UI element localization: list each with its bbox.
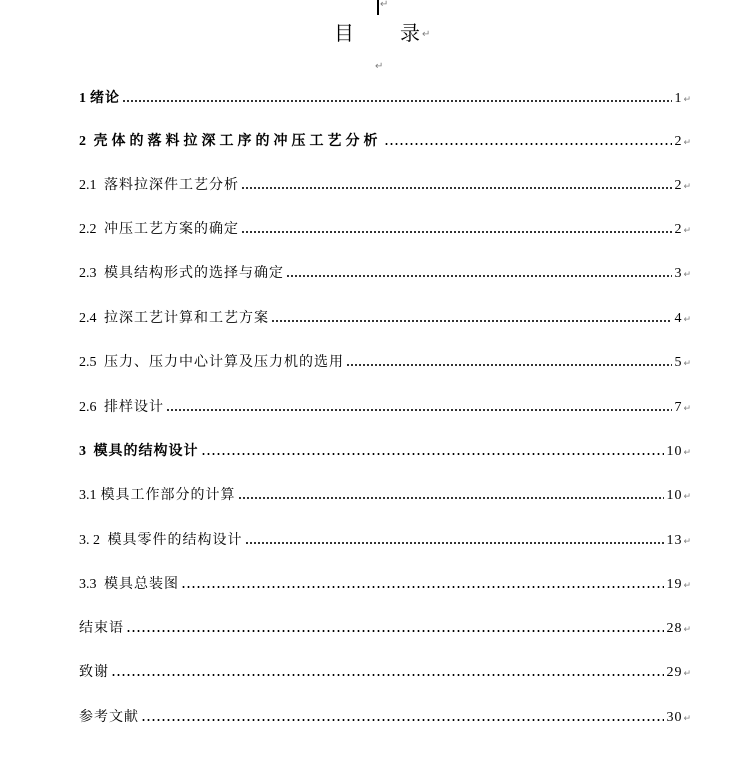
toc-entry[interactable] [79, 307, 691, 329]
toc-dot-leader [384, 134, 673, 148]
toc-entry-number: 2.4 [79, 311, 100, 326]
paragraph-mark: ↵ [380, 0, 389, 10]
toc-entry-label: 冲压工艺方案的确定 [104, 221, 239, 237]
toc-entry-number: 3.1 [79, 488, 97, 503]
toc-entry-page-number: 28 [666, 621, 683, 636]
toc-entry[interactable] [79, 661, 691, 683]
toc-entry-label: 致谢 [79, 664, 109, 680]
toc-entry-page-number: 4 [674, 311, 683, 326]
paragraph-mark: ↵ [683, 270, 691, 280]
toc-dot-leader [201, 444, 665, 458]
toc-entry[interactable] [79, 396, 691, 418]
toc-entry-label: 拉深工艺计算和工艺方案 [104, 310, 269, 326]
toc-dot-leader [245, 533, 665, 547]
toc-entry-number: 2.2 [79, 222, 100, 237]
toc-entry-page-number: 19 [666, 577, 683, 592]
toc-entry-number: 2.5 [79, 355, 100, 370]
toc-entry[interactable] [79, 440, 691, 462]
toc-dot-leader [111, 665, 664, 679]
toc-dot-leader [286, 266, 672, 280]
paragraph-mark: ↵ [683, 669, 691, 679]
toc-title [0, 19, 730, 49]
paragraph-mark: ↵ [683, 359, 691, 369]
toc-entry[interactable] [79, 484, 691, 506]
toc-entry-label: 模具工作部分的计算 [100, 487, 236, 503]
toc-entry-number: 3 [79, 444, 90, 459]
paragraph-mark: ↵ [683, 404, 691, 414]
toc-dot-leader [241, 178, 672, 192]
toc-entry[interactable] [79, 174, 691, 196]
toc-entry-number: 3.3 [79, 577, 100, 592]
toc-entry[interactable] [79, 130, 691, 152]
toc-entry-label: 模具结构形式的选择与确定 [104, 265, 284, 281]
toc-dot-leader [181, 577, 664, 591]
toc-entry-label: 模具零件的结构设计 [107, 532, 243, 548]
toc-dot-leader [126, 621, 664, 635]
toc-entry[interactable] [79, 87, 691, 109]
paragraph-mark: ↵ [683, 581, 691, 591]
toc-entry-page-number: 2 [674, 222, 683, 237]
paragraph-mark: ↵ [683, 714, 691, 724]
paragraph-mark: ↵ [683, 315, 691, 325]
toc-entry[interactable] [79, 573, 691, 595]
paragraph-mark: ↵ [683, 448, 691, 458]
toc-entry-label: 参考文献 [79, 709, 139, 725]
toc-dot-leader [238, 488, 665, 502]
toc-title-char-1: 目 [334, 21, 354, 45]
paragraph-mark: ↵ [683, 182, 691, 192]
toc-entry-label: 壳体的落料拉深工序的冲压工艺分析 [93, 133, 382, 149]
toc-entry[interactable] [79, 351, 691, 373]
toc-entry-number: 2.1 [79, 178, 100, 193]
paragraph-mark: ↵ [683, 95, 691, 105]
toc-entry[interactable] [79, 218, 691, 240]
toc-entry-label: 结束语 [79, 620, 124, 636]
toc-title-char-2: 录 [400, 21, 420, 45]
paragraph-mark: ↵ [422, 29, 431, 40]
toc-entry-label: 绪论 [90, 90, 120, 106]
toc-entry-label: 排样设计 [104, 399, 164, 415]
toc-entry-number: 1 [79, 91, 86, 106]
toc-entry-page-number: 10 [666, 444, 683, 459]
toc-dot-leader [122, 91, 672, 105]
toc-entry-label: 落料拉深件工艺分析 [104, 177, 239, 193]
toc-dot-leader [241, 222, 672, 236]
paragraph-mark: ↵ [683, 492, 691, 502]
toc-entry[interactable] [79, 529, 691, 551]
toc-entry-page-number: 5 [674, 355, 683, 370]
toc-entry-page-number: 29 [666, 665, 683, 680]
toc-dot-leader [141, 710, 664, 724]
text-cursor [377, 0, 379, 15]
toc-entry-page-number: 1 [674, 91, 683, 106]
toc-entry-label: 压力、压力中心计算及压力机的选用 [104, 354, 344, 370]
paragraph-mark: ↵ [683, 226, 691, 236]
paragraph-mark: ↵ [683, 625, 691, 635]
toc-entry-number: 2.3 [79, 266, 100, 281]
paragraph-mark: ↵ [683, 138, 691, 148]
toc-entry-page-number: 30 [666, 710, 683, 725]
toc-dot-leader [346, 355, 672, 369]
toc-entry-page-number: 7 [674, 400, 683, 415]
toc-entry-page-number: 2 [674, 134, 683, 149]
toc-entry[interactable] [79, 262, 691, 284]
toc-entry[interactable] [79, 617, 691, 639]
toc-entry-page-number: 3 [674, 266, 683, 281]
toc-entry-page-number: 13 [666, 533, 683, 548]
toc-dot-leader [271, 311, 672, 325]
toc-entry-label: 模具的结构设计 [93, 443, 199, 459]
paragraph-mark: ↵ [375, 61, 384, 72]
toc-entry-page-number: 10 [666, 488, 683, 503]
toc-dot-leader [166, 400, 672, 414]
toc-entry-page-number: 2 [674, 178, 683, 193]
toc-entry[interactable] [79, 706, 691, 728]
toc-entry-number: 2.6 [79, 400, 100, 415]
toc-entry-number: 2 [79, 134, 90, 149]
paragraph-mark: ↵ [683, 537, 691, 547]
toc-entry-number: 3. 2 [79, 533, 104, 548]
toc-entry-label: 模具总装图 [104, 576, 179, 592]
